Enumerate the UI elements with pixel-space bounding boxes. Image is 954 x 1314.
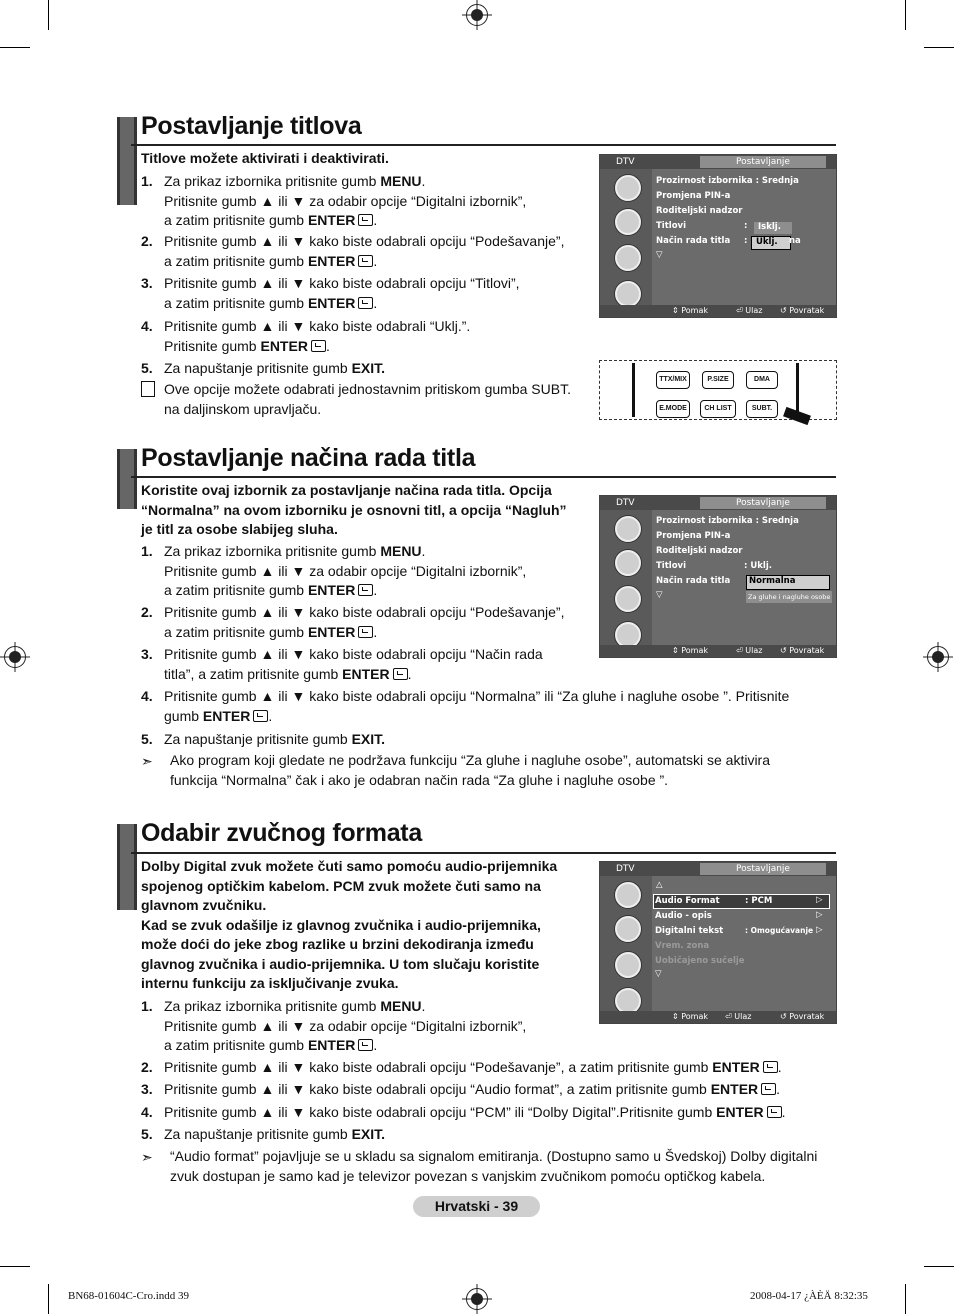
crop-mark [905,1284,906,1314]
crop-mark [924,47,954,48]
note: ➣ Ako program koji gledate ne podržava funkciju “Za gluhe i nagluhe osobe”, automatski se aktivira funkcija “Normalna” čak i ako je odabran način rada “Za gluhe i nagluhe osobe ”. [141,752,770,788]
crop-mark [924,1266,954,1267]
hand-note-icon [141,381,155,397]
remote-button: E.MODE [656,400,690,418]
step: 3. Pritisnite gumb ▲ ili ▼ kako biste odabrali opciju “Titlovi”, a zatim pritisnite gumb ENTER . [141,275,520,311]
crop-mark [905,0,906,30]
step: 4. Pritisnite gumb ▲ ili ▼ kako biste odabrali “Uklj.”. Pritisnite gumb ENTER . [141,318,471,354]
arrow-note-icon: ➣ [141,1149,153,1165]
enter-icon [311,340,326,352]
option-hard-of-hearing: Za gluhe i nagluhe osobe [748,593,831,601]
enter-icon [358,255,373,267]
remote-button: P.SIZE [702,371,734,389]
arrow-note-icon: ➣ [141,753,153,769]
picture-icon [615,882,641,908]
section-title: Odabir zvučnog formata [141,819,422,847]
enter-icon [358,626,373,638]
crop-mark [48,0,49,30]
step: 3. Pritisnite gumb ▲ ili ▼ kako biste odabrali opciju “Audio format”, a zatim pritisnite gumb ENTER . [141,1081,781,1097]
registration-mark-icon [466,1288,488,1310]
step: 5. Za napuštanje pritisnite gumb EXIT. [141,731,386,747]
print-date: 2008-04-17 ¿ÀÈÄ 8:32:35 [750,1290,868,1302]
step: 3. Pritisnite gumb ▲ ili ▼ kako biste odabrali opciju “Način rada titla”, a zatim pritisnite gumb ENTER . [141,646,543,682]
step: 2. Pritisnite gumb ▲ ili ▼ kako biste odabrali opciju “Podešavanje”, a zatim pritisnite gumb ENTER . [141,604,565,640]
crop-mark [0,47,30,48]
picture-icon [615,175,641,201]
remote-button: TTX/MIX [656,371,690,389]
section-bar [117,117,137,205]
tv-menu-screen: DTV Postavljanje △ Audio Format : PCM ▷ Audio - opis ▷ Digitalni tekst : Omogućavanje ▷ Vrem. zona Uobičajeno sučelje ▽ ⇕ Pomak ⏎ Ulaz ↺ Povratak [599,861,837,1024]
step: 1. Za prikaz izbornika pritisnite gumb MENU. Pritisnite gumb ▲ ili ▼ za odabir opcije “Digitalni izbornik”, a zatim pritisnite gumb ENTER . [141,998,527,1053]
section-bar [117,449,137,509]
remote-button: DMA [746,371,778,389]
step: 5. Za napuštanje pritisnite gumb EXIT. [141,1126,386,1142]
sound-icon [615,550,641,576]
crop-mark [48,1284,49,1314]
option-off: Isklj. [754,222,792,234]
section-rule [131,476,836,478]
option-on: Uklj. [751,236,791,250]
step: 1. Za prikaz izbornika pritisnite gumb MENU. Pritisnite gumb ▲ ili ▼ za odabir opcije “Digitalni izbornik”, a zatim pritisnite gumb ENTER . [141,543,527,598]
setup-gear-icon [615,586,641,612]
step: 4. Pritisnite gumb ▲ ili ▼ kako biste odabrali opciju “PCM” ili “Dolby Digital”.Pritisnite gumb ENTER . [141,1104,786,1120]
note: ➣ “Audio format” pojavljuje se u skladu sa signalom emitiranja. (Dostupno samo u Švedskoj) Dolby digitalni zvuk dostupan je samo kad je televizor povezan s vanjskim zvučnikom pomoću optičkog kabela. [141,1148,818,1184]
remote-illustration [599,360,837,420]
section-rule [131,852,836,854]
enter-icon [358,214,373,226]
registration-mark-icon [4,646,26,668]
arrow-right-icon: ▷ [816,925,823,935]
section-rule [131,144,836,146]
enter-icon [358,1039,373,1051]
step: 1. Za prikaz izbornika pritisnite gumb MENU. Pritisnite gumb ▲ ili ▼ za odabir opcije “Digitalni izbornik”, a zatim pritisnite gumb ENTER . [141,173,527,228]
sound-icon [615,916,641,942]
option-normal: Normalna [746,575,830,590]
remote-button: CH LIST [700,400,736,418]
step: 2. Pritisnite gumb ▲ ili ▼ kako biste odabrali opciju “Podešavanje”, a zatim pritisnite gumb ENTER . [141,1059,782,1075]
registration-mark-icon [927,646,949,668]
remote-button-subt: SUBT. [746,400,778,418]
section-intro: Koristite ovaj izbornik za postavljanje načina rada titla. Opcija “Normalna” na ovom izborniku je osnovni titl, a opcija “Nagluh” je titl za osobe slabijeg sluha. [141,482,567,537]
step: 4. Pritisnite gumb ▲ ili ▼ kako biste odabrali opciju “Normalna” ili “Za gluhe i nagluhe osobe ”. Pritisnite gumb ENTER . [141,688,790,724]
enter-icon [393,668,408,680]
arrow-right-icon: ▷ [816,910,823,920]
enter-icon [358,584,373,596]
enter-icon [767,1106,782,1118]
arrow-right-icon: ▷ [816,895,823,905]
picture-icon [615,516,641,542]
section-title: Postavljanje načina rada titla [141,444,476,472]
section-intro: Dolby Digital zvuk možete čuti samo pomoću audio-prijemnika spojenog optičkim kabelom. PCM zvuk možete čuti samo na glavnom zvučniku. Kad se zvuk odašilje iz glavnog zvučnika i audio-prijemnika, može doći do jeke zbog razlike u brzini dekodiranja između glavnog zvučnika i audio-prijemnika. U tom slučaju koristite internu funkciju za isključivanje zvuka. [141,858,558,991]
section-bar [117,824,137,910]
enter-icon [761,1083,776,1095]
registration-mark-icon [466,4,488,26]
file-name: BN68-01604C-Cro.indd 39 [68,1290,189,1302]
crop-mark [0,1266,30,1267]
enter-icon [253,710,268,722]
step: 2. Pritisnite gumb ▲ ili ▼ kako biste odabrali opciju “Podešavanje”, a zatim pritisnite gumb ENTER . [141,233,565,269]
setup-gear-icon [615,952,641,978]
note: Ove opcije možete odabrati jednostavnim pritiskom gumba SUBT. na daljinskom upravljaču. [141,380,571,419]
section-intro: Titlove možete aktivirati i deaktivirati. [141,150,389,166]
input-icon [615,281,641,307]
setup-gear-icon [615,245,641,271]
step: 5. Za napuštanje pritisnite gumb EXIT. [141,360,386,376]
page-number-badge: Hrvatski - 39 [413,1196,540,1217]
enter-icon [763,1061,778,1073]
tv-menu-screen: DTV Postavljanje Prozirnost izbornika : Srednja Promjena PIN-a Roditeljski nadzor Titlovi Način rada titla : : Isklj. Uklj. na ▽ ⇕ Pomak ⏎ Ulaz ↺ Povratak [599,154,837,318]
enter-icon [358,297,373,309]
section-title: Postavljanje titlova [141,112,362,140]
tv-menu-screen: DTV Postavljanje Prozirnost izbornika : Srednja Promjena PIN-a Roditeljski nadzor Titlovi Način rada titla : Uklj. Normalna Za gluhe i nagluhe osobe ▽ ⇕ Pomak ⏎ Ulaz ↺ Povratak [599,495,837,658]
sound-icon [615,209,641,235]
